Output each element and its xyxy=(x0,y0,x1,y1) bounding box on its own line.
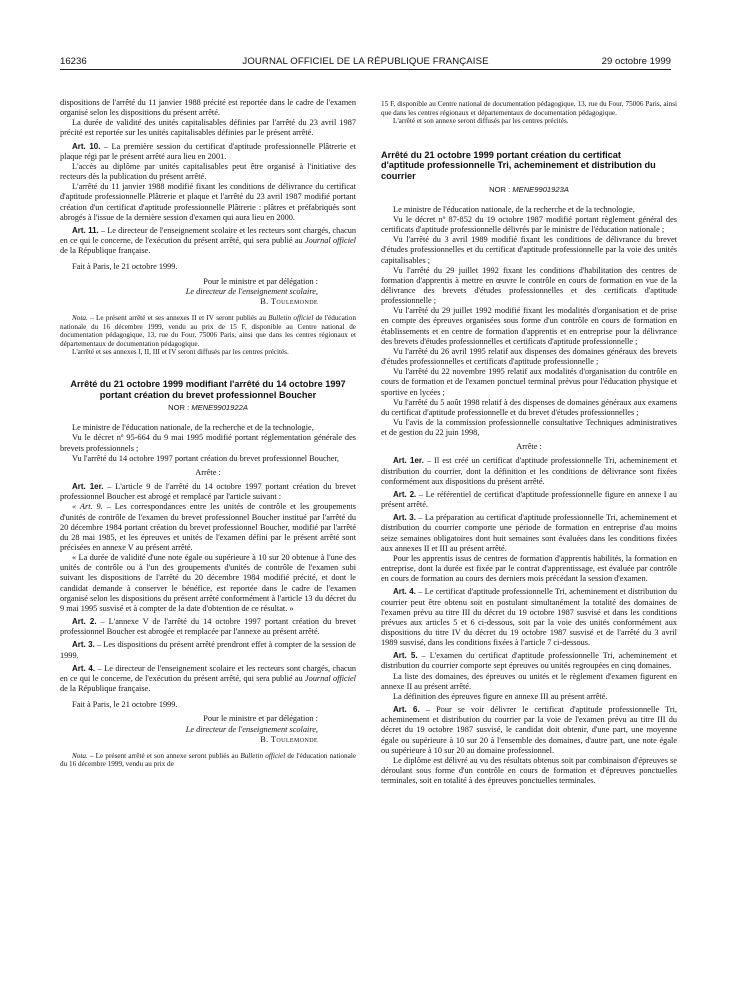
page-header xyxy=(60,55,671,70)
left-column xyxy=(60,98,356,769)
nota-text: de l'éducation nationale du 16 décembre 1999, vendu au prix de 15 F, disponible au Centre national de documentation pédagogique, 13, rue du Four, 75006 Paris, ainsi que dans les centres régionaux et départementaux de documentation pédagogique. xyxy=(60,313,356,348)
nota-paragraph: 15 F, disponible au Centre national de documentation pédagogique, 13, rue du Four, 75006 Paris, ainsi que dans les centres régionaux et départementaux de documentation pédagogique. xyxy=(381,100,677,117)
paragraph: Vu l'arrêté du 5 août 1998 relatif à des dispenses de domaines généraux aux examens du certificat d'aptitude professionnelle et du brevet d'études professionnelles ; xyxy=(381,397,677,417)
signature-role: Le directeur de l'enseignement scolaire, xyxy=(185,286,318,296)
signature-delegation: Pour le ministre et par délégation : xyxy=(203,714,318,724)
paragraph: Vu l'avis de la commission professionnelle consultative Techniques administratives et de gestion du 22 juin 1998, xyxy=(381,418,677,438)
article-5 xyxy=(381,651,677,671)
article-2 xyxy=(60,617,356,637)
right-column xyxy=(381,100,677,786)
article-text: de la République française. xyxy=(60,684,151,694)
article-label: Art. 4. xyxy=(393,587,416,597)
nota-paragraph xyxy=(60,752,356,769)
nota-block xyxy=(60,314,356,357)
article-label: Art. 4. xyxy=(72,663,96,673)
journal-officiel-ref: Journal officiel xyxy=(304,236,356,246)
article-label: Art. 10. xyxy=(72,141,101,151)
paragraph: Vu l'arrêté du 29 juillet 1992 fixant les conditions d'habilitation des centres de formation d'apprentis à mettre en œuvre le contrôle en cours de formation en vue de la délivrance des brevets d'études professionnelles et des certificats d'aptitude professionnelle ; xyxy=(381,265,677,306)
decree-title: Arrêté du 21 octobre 1999 portant création du certificat d'aptitude professionnelle Tri, acheminement et distribution du courrier xyxy=(381,149,656,181)
paragraph: « La durée de validité d'une note égale ou supérieure à 10 sur 20 obtenue à l'une des unités de contrôle ou à l'un des groupements d'unités de contrôle de l'examen subi suivant les dispositions de l'arrêté du 20 décembre 1984 modifié précité, et dont le candidat demande à conserver le bénéfice, est reportée dans le cadre de l'examen organisé selon les dispositions du présent arrêté conformément à l'article 13 du décret du 9 mai 1995 susvisé et à compter de la date d'obtention de ce résultat. » xyxy=(60,553,356,613)
arrete-heading: Arrête : xyxy=(195,467,221,477)
nota-text: – Le présent arrêté et ses annexes II et IV seront publiés au xyxy=(87,313,269,322)
bulletin-officiel-ref: Bulletin officiel xyxy=(240,751,286,760)
article-text: – Les correspondances entre les unités de contrôle et les groupements d'unités de contrôle de l'examen du brevet professionnel Boucher institué par l'arrêté du 20 décembre 1984 portant création du brevet professionnel Boucher, modifié par l'arrêté du 28 mai 1985, et les épreuves et unités de l'examen défini par le présent arrêté sont précisées en annexe V au présent arrêté. xyxy=(60,502,356,552)
nota-block xyxy=(60,752,356,769)
article-3 xyxy=(381,513,677,554)
article-4 xyxy=(381,587,677,648)
article-label: Art. 3. xyxy=(72,640,95,650)
article-text: – Le certificat d'aptitude professionnelle Tri, acheminement et distribution du courrier peut être obtenu soit en postulant simultanément la totalité des domaines de l'examen prévu au titre III du décret du 19 octobre 1987 susvisé et dans les conditions prévues aux articles 5 et 6 ci-dessous, soit par la voie des unités conformément aux dispositions du titre IV du décret du 19 octobre 1987 susvisé et de l'arrêté du 3 avril 1989 susvisé, dans les conditions fixées à l'article 7 ci-dessous. xyxy=(381,587,678,648)
article-label: Art. 1er. xyxy=(72,482,104,492)
signature-role: Le directeur de l'enseignement scolaire, xyxy=(185,724,318,734)
article-label: Art. 11. xyxy=(72,225,99,235)
article-1 xyxy=(381,456,677,486)
article-3 xyxy=(60,640,356,660)
paragraph: Vu l'arrêté du 22 novembre 1995 relatif aux modalités d'organisation du contrôle en cours de formation et de l'examen ponctuel terminal prévus pour l'éducation physique et sportive en lycées ; xyxy=(381,367,677,397)
paragraph: Vu le décret nº 87-852 du 19 octobre 1987 modifié portant règlement général des certificats d'aptitude professionnelle délivrés par le ministre de l'éducation nationale ; xyxy=(381,214,677,235)
article-text: – Il est créé un certificat d'aptitude professionnelle Tri, acheminement et distribution du courrier, dont la définition et les conditions de délivrance sont fixées conformément aux dispositions du présent arrêté. xyxy=(381,456,677,486)
article-text: – Les dispositions du présent arrêté prendront effet à compter de la session de 1999. xyxy=(60,640,356,660)
nor-reference xyxy=(381,185,677,195)
nota-paragraph: L'arrêté et son annexe seront diffusés par les centres précités. xyxy=(393,117,569,126)
article-text: – Pour se voir délivrer le certificat d'aptitude professionnelle Tri, acheminement et distribution du courrier par la voie de l'examen prévu au titre III du décret du 19 octobre 1987 susvisé, le candidat doit obtenir, d'une part, une moyenne égale ou supérieure à 10 sur 20 à l'ensemble des domaines, d'autre part, une note égale ou supérieure à 10 sur 20 au domaine professionnel. xyxy=(381,705,678,755)
nota-label: Nota. xyxy=(72,751,88,760)
paragraph: La définition des épreuves figure en annexe III au présent arrêté. xyxy=(393,691,608,701)
paragraph: L'accès au diplôme par unités capitalisables peut être organisé à l'initiative des recteurs dès la publication du présent arrêté. xyxy=(60,161,356,182)
article-text: – La préparation au certificat d'aptitude professionnelle Tri, acheminement et distribution du courrier comporte une période de formation en entreprise d'au moins seize semaines obligatoires dont huit semaines sont évaluées dans les conditions fixées aux annexes II et III au présent arrêté. xyxy=(381,513,677,553)
paragraph: La liste des domaines, des épreuves ou unités et le règlement d'examen figurent en annexe II au présent arrêté. xyxy=(381,671,677,691)
paragraph: Vu l'arrêté du 26 avril 1995 relatif aux dispenses des domaines généraux des brevets d'études professionnelles et certificats d'aptitude professionnelle ; xyxy=(381,346,677,367)
paragraph: Vu l'arrêté du 29 juillet 1992 modifié fixant les modalités d'organisation et de prise en compte des épreuves organisées sous forme d'un contrôle en cours de formation en établissements et en centre de formation d'apprentis et en entreprise pour la délivrance des brevets d'études professionnelles et certificats d'aptitude professionnelle ; xyxy=(381,306,677,346)
article-label: « Art. 9. xyxy=(72,502,103,512)
nota-label: Nota. xyxy=(72,313,88,322)
article-text: – L'examen du certificat d'aptitude professionnelle Tri, acheminement et distribution du courrier comporte sept épreuves ou unités regroupées en cinq domaines. xyxy=(381,651,677,671)
nota-paragraph xyxy=(60,314,356,348)
nor-code: MENE9901922A xyxy=(191,403,248,413)
article-label: Art. 1er. xyxy=(393,456,424,466)
paragraph: La durée de validité des unités capitalisables définies par l'arrêté du 23 avril 1987 précité est reportée sur les unités capitalisables définies par le présent arrêté. xyxy=(60,118,356,138)
article-1 xyxy=(60,482,356,502)
article-text: – Le référentiel de certificat d'aptitude professionnelle figure en annexe I au présent arrêté. xyxy=(381,489,678,510)
nor-reference xyxy=(60,403,356,413)
signature-block xyxy=(60,277,356,307)
signature-block xyxy=(60,714,356,744)
fait-a-paris: Fait à Paris, le 21 octobre 1999. xyxy=(72,700,178,710)
article-text: – La première session du certificat d'aptitude professionnelle Plâtrerie et plaque régi par le présent arrêté aura lieu en 2001. xyxy=(60,141,357,161)
article-label: Art. 6. xyxy=(393,705,420,715)
paragraph: Le diplôme est délivré au vu des résultats obtenus soit par combinaison d'épreuves se déroulant sous forme d'un contrôle en cours de formation et d'épreuves ponctuelles terminales, soit en totalité à des épreuves ponctuelles terminales. xyxy=(381,755,677,786)
paragraph: Vu le décret nº 95-664 du 9 mai 1995 modifié portant réglementation générale des brevets professionnels ; xyxy=(60,433,356,453)
nota-text: de l'éducation nationale du 16 décembre 1999, vendu au prix de xyxy=(60,751,357,769)
fait-a-paris: Fait à Paris, le 21 octobre 1999. xyxy=(72,262,178,272)
decree-title: Arrêté du 21 octobre 1999 modifiant l'arrêté du 14 octobre 1997 portant création du brevet professionnel Boucher xyxy=(70,378,346,400)
nota-text: – Le présent arrêté et son annexe seront publiés au xyxy=(87,751,241,760)
article-10 xyxy=(60,142,356,162)
article-text: – L'annexe V de l'arrêté du 14 octobre 1997 portant création du brevet professionnel Boucher est abrogée et remplacée par l'annexe au présent arrêté. xyxy=(60,617,356,637)
nota-paragraph: L'arrêté et ses annexes I, II, III et IV seront diffusés par les centres précités. xyxy=(72,348,289,357)
paragraph: Le ministre de l'éducation nationale, de la recherche et de la technologie, xyxy=(393,204,635,214)
paragraph: Vu l'arrêté du 14 octobre 1997 portant création du brevet professionnel Boucher, xyxy=(72,453,339,463)
nor-label: NOR : xyxy=(489,184,513,194)
nota-continuation xyxy=(381,100,677,126)
article-label: Art. 3. xyxy=(393,513,416,523)
article-4 xyxy=(60,664,356,694)
article-label: Art. 2. xyxy=(72,617,97,627)
article-2 xyxy=(381,490,677,510)
paragraph: L'arrêté du 11 janvier 1988 modifié fixant les conditions de délivrance du certificat d'aptitude professionnelle Plâtrerie et plaque et l'arrêté du 23 avril 1987 modifié portant création d'un certificat d'aptitude professionnelle Plâtrerie : plâtres et préfabriqués sont abrogés à l'issue de la dernière session d'examen qui aura lieu en 2000. xyxy=(60,182,356,222)
page-number: 16236 xyxy=(60,56,87,67)
article-text: de la République française. xyxy=(60,246,151,256)
article-text: – Le directeur de l'enseignement scolaire et les recteurs sont chargés, chacun en ce qui le concerne, de l'exécution du présent arrêté, qui sera publié au xyxy=(60,225,356,246)
article-9-quote xyxy=(60,502,356,553)
paragraph: Pour les apprentis issus de centres de formation d'apprentis habilités, la formation en entreprise, dont la durée est fixée par le contrat d'apprentissage, est évaluée par contrôle en cours de formation au cours des derniers mois précédant la session d'examen. xyxy=(381,553,677,584)
journal-officiel-ref: Journal officiel xyxy=(304,673,356,683)
article-text: – L'article 9 de l'arrêté du 14 octobre 1997 portant création du brevet professionnel Boucher est abrogé et remplacé par l'article suivant : xyxy=(60,482,356,502)
paragraph: Vu l'arrêté du 3 avril 1989 modifié fixant les conditions de délivrance du brevet d'études professionnelles et du certificat d'aptitude professionnelle par la voie des unités capitalisables ; xyxy=(381,235,677,265)
article-label: Art. 5. xyxy=(393,651,418,661)
article-label: Art. 2. xyxy=(393,489,417,499)
article-6 xyxy=(381,705,677,756)
article-11 xyxy=(60,226,356,256)
issue-date: 29 octobre 1999 xyxy=(601,56,671,67)
bulletin-officiel-ref: Bulletin officiel xyxy=(268,313,314,322)
signature-delegation: Pour le ministre et par délégation : xyxy=(203,276,318,286)
arrete-heading: Arrête : xyxy=(516,442,542,452)
paragraph: Le ministre de l'éducation nationale, de la recherche et de la technologie, xyxy=(72,423,314,433)
nor-code: MENE9901923A xyxy=(512,184,569,194)
signature-name: B. Toulemonde xyxy=(260,296,318,306)
paragraph: dispositions de l'arrêté du 11 janvier 1988 précité est reportée dans le cadre de l'examen organisé selon les dispositions du présent arrêté. xyxy=(60,98,356,118)
nor-label: NOR : xyxy=(168,403,192,413)
signature-name: B. Toulemonde xyxy=(260,734,318,744)
article-text: – Le directeur de l'enseignement scolaire et les recteurs sont chargés, chacun en ce qui le concerne, de l'exécution du présent arrêté, qui sera publié au xyxy=(60,663,356,683)
journal-title: JOURNAL OFFICIEL DE LA RÉPUBLIQUE FRANÇAISE xyxy=(242,56,489,67)
